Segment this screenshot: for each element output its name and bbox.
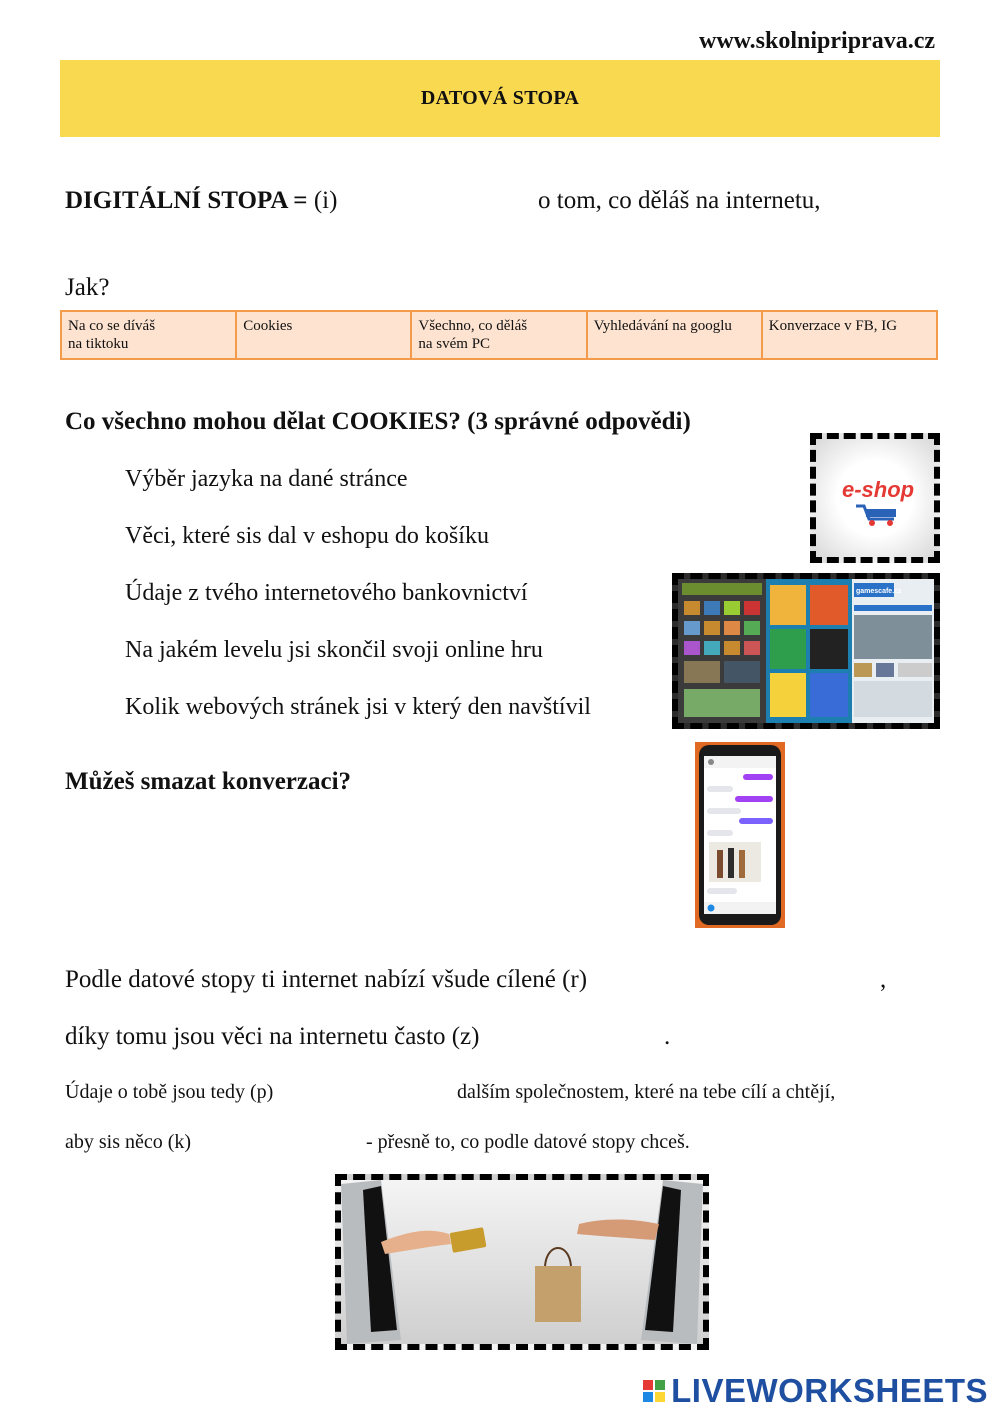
phone-chat-illustration — [695, 742, 785, 928]
how-option[interactable]: Konverzace v FB, IG — [762, 311, 937, 359]
answer-input-i[interactable] — [365, 188, 534, 216]
cookies-option[interactable]: Údaje z tvého internetového bankovnictví — [125, 580, 528, 606]
cookies-option[interactable]: Na jakém levelu jsi skončil svoji online hru — [125, 637, 543, 663]
definition-term: DIGITÁLNÍ STOPA = — [65, 187, 308, 214]
eshop-image — [810, 433, 940, 563]
online-shopping-image — [335, 1174, 709, 1350]
definition-rest: o tom, co děláš na internetu, — [538, 187, 821, 214]
how-option[interactable]: Vyhledávání na googlu — [587, 311, 762, 359]
games-logo: gamescafe.cz — [856, 588, 902, 595]
answer-input-p[interactable] — [316, 1080, 452, 1108]
title-banner — [60, 60, 940, 137]
paragraph-line-4b: - přesně to, co podle datové stopy chceš. — [366, 1131, 690, 1153]
answer-input-k[interactable] — [220, 1130, 364, 1158]
liveworksheets-logo[interactable] — [643, 1372, 988, 1410]
paragraph-line-1a: Podle datové stopy ti internet nabízí všude cílené (r) — [65, 966, 588, 993]
liveworksheets-logo-icon — [643, 1380, 665, 1402]
paragraph-line-4a: aby sis něco (k) — [65, 1131, 192, 1153]
online-shopping-illustration — [341, 1180, 703, 1344]
paragraph-line-3b: dalším společnostem, které na tebe cílí a chtějí, — [457, 1081, 836, 1103]
answer-input-z[interactable] — [518, 1024, 662, 1052]
how-option[interactable]: Na co se díváš na tiktoku — [61, 311, 236, 359]
definition-gap-label: (i) — [313, 187, 338, 214]
eshop-logo: e-shop — [842, 477, 915, 502]
online-games-image — [672, 573, 940, 729]
cookies-option[interactable]: Věci, které sis dal v eshopu do košíku — [125, 523, 489, 549]
phone-chat-image — [695, 742, 785, 928]
liveworksheets-brand: LIVEWORKSHEETS — [671, 1372, 988, 1409]
cookies-option[interactable]: Výběr jazyka na dané stránce — [125, 466, 408, 492]
conversation-question: Můžeš smazat konverzaci? — [65, 768, 352, 795]
definition-line — [65, 187, 337, 215]
how-option[interactable]: Všechno, co děláš na svém PC — [411, 311, 586, 359]
how-label: Jak? — [65, 274, 110, 301]
how-options-table — [60, 310, 938, 360]
paragraph-line-2a: díky tomu jsou věci na internetu často (z) — [65, 1023, 480, 1050]
shopping-cart-icon — [854, 503, 902, 527]
games-collage — [678, 579, 934, 723]
answer-input-r[interactable] — [632, 967, 876, 995]
paragraph-line-3a: Údaje o tobě jsou tedy (p) — [65, 1081, 274, 1103]
cookies-question: Co všechno mohou dělat COOKIES? (3 správné odpovědi) — [65, 408, 691, 435]
paragraph-line-2b: . — [664, 1023, 671, 1050]
paragraph-line-1b: , — [880, 966, 887, 993]
cookies-option[interactable]: Kolik webových stránek jsi v který den navštívil — [125, 694, 591, 720]
page-title: DATOVÁ STOPA — [420, 87, 580, 109]
how-option[interactable]: Cookies — [236, 311, 411, 359]
site-url[interactable]: www.skolnipriprava.cz — [698, 28, 935, 54]
